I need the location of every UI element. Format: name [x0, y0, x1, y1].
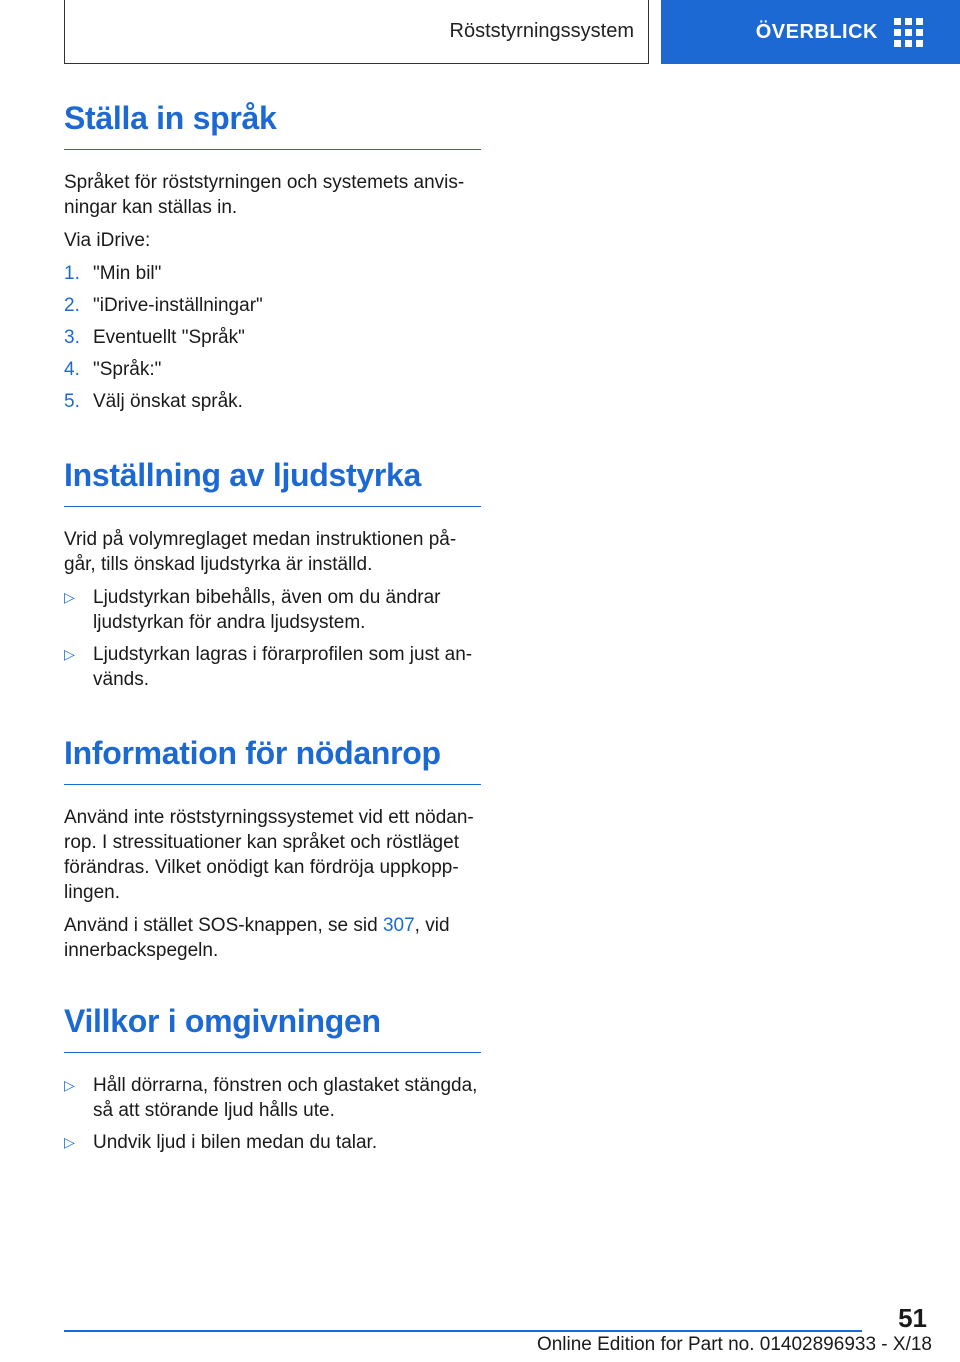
page-reference-link[interactable]: 307 [382, 915, 415, 936]
list-item [64, 642, 481, 692]
header-section-tab [64, 0, 649, 64]
bullet-text: Undvik ljud i bilen medan du talar. [93, 1132, 378, 1153]
paragraph: Vrid på volymreglaget medan instruktionen på-går, tills önskad ljudstyrka är inställd. [64, 529, 457, 575]
step-text: "Min bil" [93, 263, 162, 284]
sos-text-before: Använd i stället SOS-knappen, se sid [64, 915, 383, 936]
step-number: 5. [64, 391, 80, 412]
bullet-triangle-icon: ▷ [64, 589, 75, 605]
paragraph: Språket för röststyrningen och systemets anvis-ningar kan ställas in. [64, 172, 465, 218]
list-item [64, 325, 481, 350]
page-content [64, 100, 481, 1162]
list-item [64, 389, 481, 414]
list-item [64, 293, 481, 318]
step-list [64, 261, 481, 414]
overview-label: ÖVERBLICK [755, 20, 878, 43]
step-number: 1. [64, 263, 80, 284]
bullet-text: Ljudstyrkan lagras i förarprofilen som just an-vänds. [93, 644, 473, 690]
header-section-title: Röststyrningssystem [449, 20, 634, 42]
sos-text-after: , vid innerbackspegeln. [64, 915, 450, 961]
step-text: "Språk:" [93, 359, 162, 380]
step-text: Välj önskat språk. [93, 391, 243, 412]
paragraph [64, 913, 481, 963]
section-title-environment: Villkor i omgivningen [64, 1003, 481, 1053]
bullet-triangle-icon: ▷ [64, 1134, 75, 1150]
bullet-list [64, 585, 481, 692]
list-item [64, 261, 481, 286]
section-title-emergency: Information för nödanrop [64, 735, 481, 785]
paragraph: Via iDrive: [64, 230, 151, 251]
footer-divider [64, 1330, 862, 1332]
page-number: 51 [898, 1303, 927, 1333]
section-title-volume: Inställning av ljudstyrka [64, 457, 481, 507]
step-number: 4. [64, 359, 80, 380]
step-text: "iDrive-inställningar" [93, 295, 263, 316]
overview-button[interactable] [661, 0, 960, 64]
step-number: 3. [64, 327, 80, 348]
step-number: 2. [64, 295, 80, 316]
bullet-triangle-icon: ▷ [64, 646, 75, 662]
bullet-triangle-icon: ▷ [64, 1077, 75, 1093]
section-title-language: Ställa in språk [64, 100, 481, 150]
paragraph: Använd inte röststyrningssystemet vid ett nödan-rop. I stressituationer kan språket och röstläget förändras. Vilket onödigt kan fördröja uppkopp-lingen. [64, 807, 474, 903]
list-item [64, 1130, 481, 1155]
step-text: Eventuellt "Språk" [93, 327, 245, 348]
bullet-text: Håll dörrarna, fönstren och glastaket stängda, så att störande ljud hålls ute. [93, 1075, 478, 1121]
list-item [64, 1073, 481, 1123]
list-item [64, 357, 481, 382]
list-item [64, 585, 481, 635]
footer-edition: Online Edition for Part no. 01402896933 - X/18 [536, 1334, 932, 1355]
bullet-text: Ljudstyrkan bibehålls, även om du ändrar ljudstyrkan för andra ljudsystem. [93, 587, 441, 633]
grid-menu-icon [894, 18, 923, 47]
bullet-list [64, 1073, 481, 1155]
